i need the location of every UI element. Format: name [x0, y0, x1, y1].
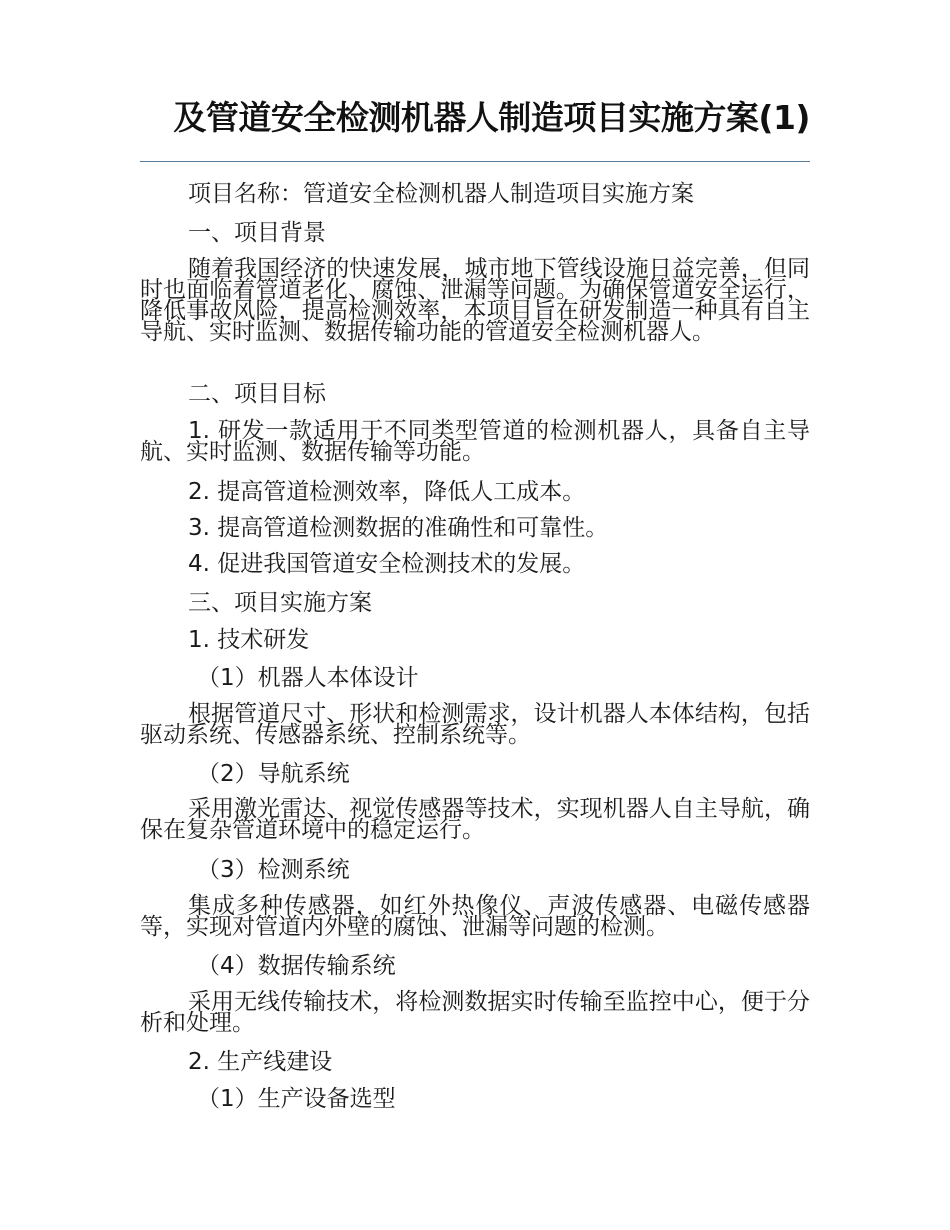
heading-tech: 1. 技术研发 [188, 627, 310, 653]
paragraph-robot-body [140, 701, 810, 748]
goal-2: 2. 提高管道检测效率，降低人工成本。 [188, 479, 586, 505]
paragraph-background [140, 256, 810, 345]
goal-3: 3. 提高管道检测数据的准确性和可靠性。 [188, 515, 609, 541]
paragraph-navigation-text: 采用激光雷达、视觉传感器等技术，实现机器人自主导航，确保在复杂管道环境中的稳定运行。 [140, 796, 810, 843]
heading-goals: 二、项目目标 [188, 381, 326, 407]
heading-equipment-selection: （1）生产设备选型 [197, 1086, 396, 1112]
project-name-line: 项目名称：管道安全检测机器人制造项目实施方案 [188, 181, 694, 207]
document-title: 及管道安全检测机器人制造项目实施方案(1) [173, 98, 810, 137]
paragraph-detection-text: 集成多种传感器，如红外热像仪、声波传感器、电磁传感器等，实现对管道内外壁的腐蚀、泄漏等问题的检测。 [140, 893, 810, 940]
goal-4: 4. 促进我国管道安全检测技术的发展。 [188, 551, 586, 577]
heading-detection: （3）检测系统 [197, 857, 350, 883]
goal-1 [140, 418, 810, 465]
paragraph-background-text: 随着我国经济的快速发展，城市地下管线设施日益完善，但同时也面临着管道老化、腐蚀、泄漏等问题。为确保管道安全运行，降低事故风险，提高检测效率，本项目旨在研发制造一种具有自主导航、实时监测、数据传输功能的管道安全检测机器人。 [140, 256, 810, 345]
heading-robot-body: （1）机器人本体设计 [197, 665, 419, 691]
heading-data-transmission: （4）数据传输系统 [197, 953, 396, 979]
paragraph-navigation [140, 796, 810, 843]
paragraph-data-transmission [140, 989, 810, 1036]
heading-plan: 三、项目实施方案 [188, 590, 372, 616]
paragraph-robot-body-text: 根据管道尺寸、形状和检测需求，设计机器人本体结构，包括驱动系统、传感器系统、控制系统等。 [140, 701, 810, 748]
heading-production-line: 2. 生产线建设 [188, 1049, 333, 1075]
paragraph-detection [140, 893, 810, 940]
paragraph-data-transmission-text: 采用无线传输技术，将检测数据实时传输至监控中心，便于分析和处理。 [140, 989, 810, 1036]
goal-1-text: 1. 研发一款适用于不同类型管道的检测机器人，具备自主导航、实时监测、数据传输等功能。 [140, 418, 810, 465]
heading-background: 一、项目背景 [188, 220, 326, 246]
heading-navigation: （2）导航系统 [197, 761, 350, 787]
title-underline [140, 161, 810, 162]
